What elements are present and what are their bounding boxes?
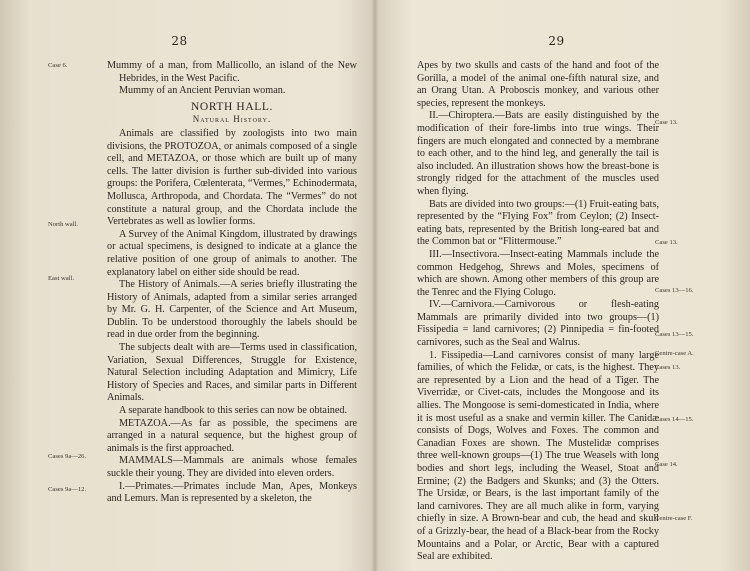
left-page-text (107, 60, 357, 506)
margin-note: Centre-case F. (655, 515, 693, 522)
margin-note: Cases 13—15. (655, 331, 694, 338)
margin-note: East wall. (48, 275, 75, 282)
paragraph: 1. Fissipedia—Land carnivores consist of many large families, of which the Felidæ, or cats, is the highest. They are represented by a Lion and the head of a Tiger. The Viverridæ, or Civet-cats, includes the Mongoose and its allies. The Mongoose is semi-domesticated in India, where it is most useful as a snake and vermin killer. The Canidæ consists of Dogs, Wolves and Foxes. The common and Canadian Foxes are shown. The Mustelidæ comprises three well-known groups—(1) The true Weasels with long bodies and short legs, including the Weasel, Stoat and Ermine; (2) the Badgers and Skunks; and (3) the Otters. The Ursidæ, or Bears, is the last important family of the land carnivores. They are all much alike in form, varying chiefly in size. A Brown-bear and cub, the head and skull of a Grizzly-bear, the head of a Black-bear from the Rocky Mountains and a Polar, or Arctic, Bear with a captured Seal are exhibited. (417, 349, 659, 563)
margin-note: Cases 13—16. (655, 287, 694, 294)
margin-note: Centre-case A. (655, 350, 694, 357)
margin-note: North wall. (48, 221, 79, 228)
paragraph: Apes by two skulls and casts of the hand and foot of the Gorilla, a model of the animal one-fifth natural size, and an Orang Utan. A Proboscis monkey, and various other species, represent the monkeys. (417, 60, 659, 109)
page-number-left: 28 (171, 34, 188, 48)
right-page (375, 0, 750, 571)
paragraph: MAMMALS—Mammals are animals whose females suckle their young. They are divided into eleven orders. (107, 455, 357, 479)
paragraph: The subjects dealt with are—Terms used in classification, Variation, Sexual Differences, Struggle for Existence, Natural Selection including Adaptation and Mimicry, Life History of Species and Races, and similar parts in Different Animals. (107, 342, 357, 404)
paragraph: IV.—Carnivora.—Carnivorous or flesh-eating Mammals are primarily divided into two groups—(1) Fissipedia = land carnivores; (2) Pinnipedia = fin-footed carnivores, such as the Seal and Walrus. (417, 299, 659, 349)
paragraph: Mummy of an Ancient Peruvian woman. (119, 85, 286, 97)
paragraph: Animals are classified by zoologists into two main divisions, the PROTOZOA, or animals composed of a single cell, and METAZOA, or those which are built up of many cells. The latter division is further sub-divided into various groups: the Porifera, Cœlenterata, “Vermes,” Echinodermata, Mollusca, Arthropoda, and Chordata. The “Vermes” do not constitute a natural group, and the Chordata include the Vertebrates as well as lowlier forms. (107, 127, 357, 228)
margin-note: Case 6. (48, 62, 68, 69)
margin-note: Case 14. (655, 461, 678, 468)
page-number-right: 29 (548, 34, 565, 48)
section-subheading: Natural History. (192, 114, 272, 125)
paragraph: A separate handbook to this series can now be obtained. (119, 405, 348, 417)
margin-note: Cases 9a—26. (48, 453, 87, 460)
margin-note: Case 13. (655, 119, 678, 126)
paragraph: Bats are divided into two groups:—(1) Fruit-eating bats, represented by the “Flying Fox” from Ceylon; (2) Insect-eating bats, represented by the British long-eared bat and the Common bat or “Flittermouse.” (417, 198, 659, 248)
right-page-text (417, 60, 659, 564)
margin-note: Case 13. (655, 239, 678, 246)
paragraph: METAZOA.—As far as possible, the specimens are arranged in a natural sequence, but the highest group of animals is the first approached. (107, 417, 357, 454)
margin-note: Cases 13. (655, 364, 681, 371)
paragraph: I.—Primates.—Primates include Man, Apes, Monkeys and Lemurs. Man is represented by a skeleton, the (107, 480, 357, 505)
paragraph: The History of Animals.—A series briefly illustrating the History of Animals, adapted from a similar series arranged by Mr. G. H. Carpenter, of the Science and Art Museum, Dublin. To be understood thoroughly the labels should be read in due order from the beginning. (107, 279, 357, 341)
margin-note: Cases 9a—12. (48, 486, 87, 493)
margin-note: Cases 14—15. (655, 416, 694, 423)
paragraph: III.—Insectivora.—Insect-eating Mammals include the common Hedgehog, Shrews and Moles, specimens of which are shown. Among other members of this group are the Tenrec and the Flying Colugo. (417, 248, 659, 298)
paragraph: A Survey of the Animal Kingdom, illustrated by drawings or actual specimens, is designed to indicate at a glance the relative position of one group of animals to another. The explanatory label on either side should be read. (107, 228, 357, 278)
paragraph: II.—Chiroptera.—Bats are easily distinguished by the modification of their fore-limbs into true wings. Their fingers are much elongated and connected by a membrane to each other, and to the hind leg, and generally the tail is also included. An illustration shows how the breast-bone is strongly ridged for the attachment of the muscles used when flying. (417, 110, 659, 197)
paragraph: Mummy of a man, from Mallicollo, an island of the New Hebrides, in the West Pacific. (107, 60, 357, 84)
section-heading: NORTH HALL. (191, 100, 273, 113)
